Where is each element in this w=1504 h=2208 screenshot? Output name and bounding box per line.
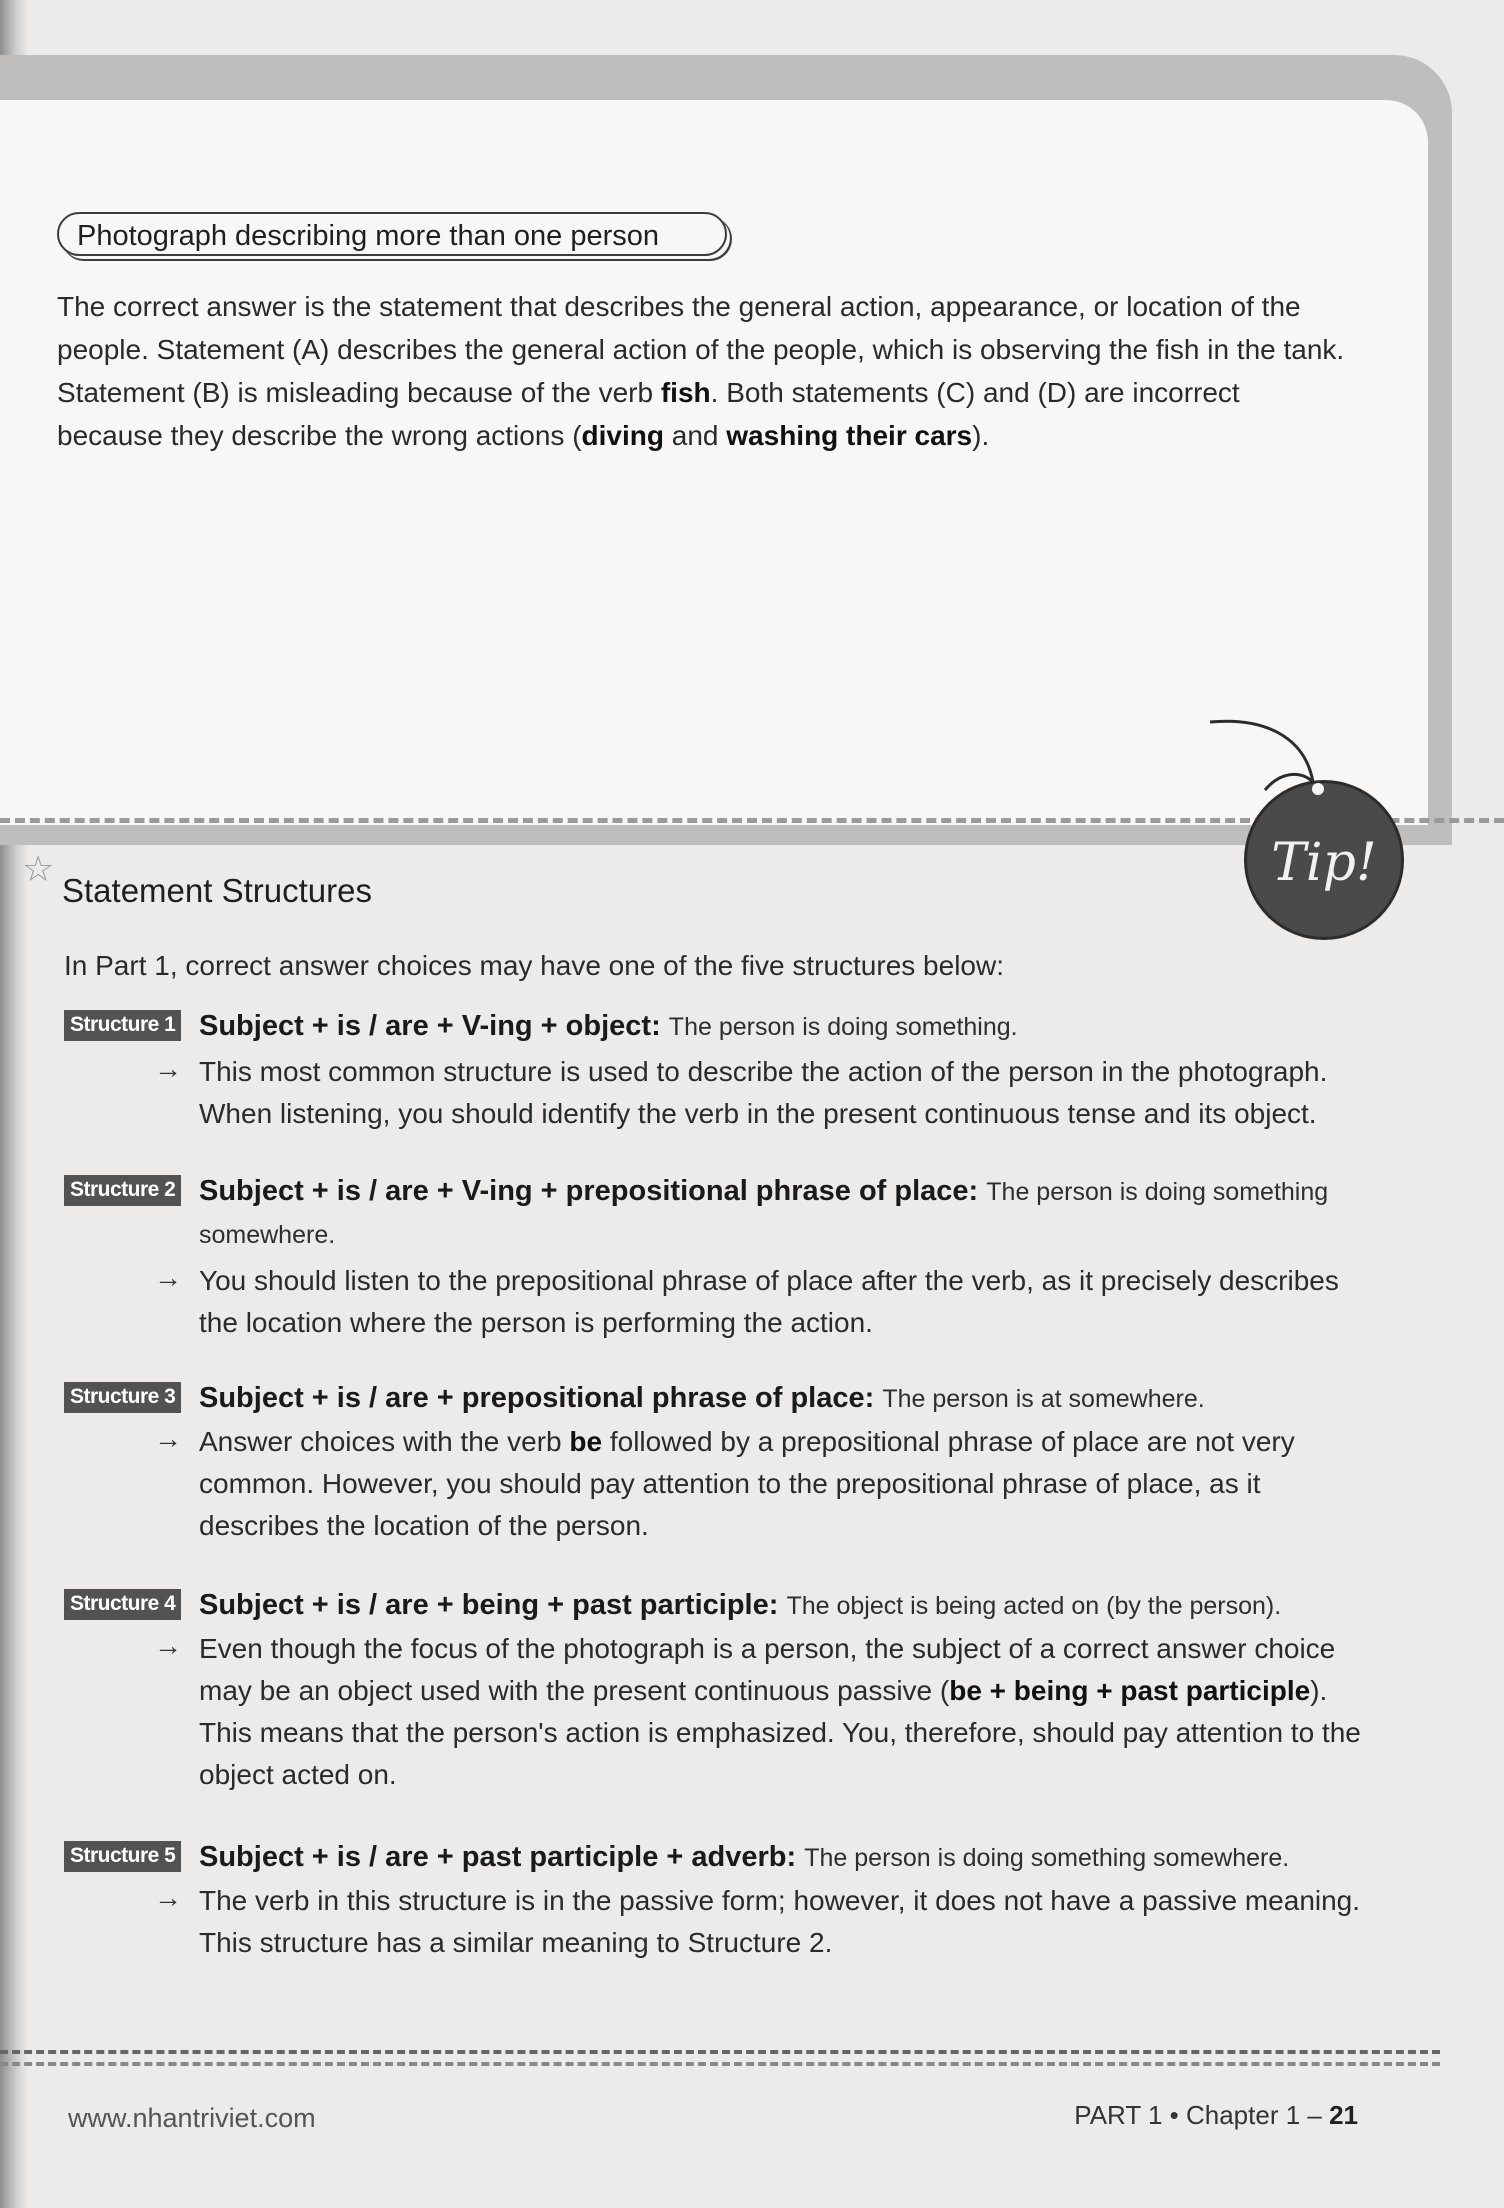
text-run: . Both statements (C) and (D) are incorrect because they describe the wrong actions ( <box>57 377 1240 451</box>
text-run: ). <box>972 420 990 451</box>
bold-term: diving <box>581 420 664 451</box>
structure-heading <box>199 1170 1369 1256</box>
tip-hole-icon <box>1312 783 1324 795</box>
structure-label: Structure 5 <box>64 1841 181 1872</box>
structure-meaning: The person is at somewhere. <box>882 1385 1205 1413</box>
structure-label: Structure 1 <box>64 1010 181 1041</box>
text-run: The correct answer is the statement that describes the general action, appearance, or location of the people. Statement (A) describes the general action of the people, which is observing the fish in the tank. Statement (B) is misleading because of the verb <box>57 291 1345 408</box>
structure-label: Structure 2 <box>64 1175 181 1206</box>
structure-formula: Subject + is / are + being + past participle: <box>199 1589 779 1621</box>
arrow-icon: → <box>154 1882 182 1913</box>
structure-meaning: The object is being acted on (by the person). <box>786 1592 1282 1620</box>
explanation-heading: Photograph describing more than one person <box>57 212 727 256</box>
text-run: You should listen to the prepositional phrase of place after the verb, as it precisely describes the location where the person is performing the action. <box>199 1265 1339 1338</box>
text-run: This most common structure is used to describe the action of the person in the photograph. When listening, you should identify the verb in the present continuous tense and its object. <box>199 1056 1328 1129</box>
structure-formula: Subject + is / are + V-ing + object: <box>199 1010 661 1042</box>
structure-description <box>199 1051 1369 1135</box>
structure-label: Structure 3 <box>64 1382 181 1413</box>
tip-string-icon <box>1205 712 1325 792</box>
star-icon: ☆ <box>22 848 55 889</box>
structure-label: Structure 4 <box>64 1589 181 1620</box>
structure-meaning: The person is doing something. <box>668 1013 1018 1041</box>
section-divider-bottom <box>0 2050 1440 2066</box>
arrow-icon: → <box>154 1423 182 1454</box>
arrow-icon: → <box>154 1262 182 1293</box>
text-run: and <box>663 420 727 451</box>
page-number: 21 <box>1329 2100 1358 2130</box>
bold-term: fish <box>660 377 711 408</box>
structure-description <box>199 1880 1369 1964</box>
text-run: ). This means that the person's action is emphasized. You, therefore, should pay attention to the object acted on. <box>199 1675 1361 1790</box>
bold-term: be + being + past participle <box>949 1675 1311 1706</box>
structure-description <box>199 1421 1369 1547</box>
explanation-paragraph <box>57 285 1352 457</box>
footer-page-label <box>1074 2100 1358 2131</box>
footer-url: www.nhantriviet.com <box>68 2103 316 2133</box>
text-run: The verb in this structure is in the passive form; however, it does not have a passive meaning. This structure has a similar meaning to Structure 2. <box>199 1885 1361 1958</box>
arrow-icon: → <box>154 1630 182 1661</box>
text-run: followed by a prepositional phrase of place are not very common. However, you should pay attention to the prepositional phrase of place, as it describes the location of the person. <box>199 1426 1295 1541</box>
arrow-icon: → <box>154 1053 182 1084</box>
structure-heading <box>199 1005 1369 1048</box>
text-run: Even though the focus of the photograph is a person, the subject of a correct answer choice may be an object used with the present continuous passive ( <box>199 1633 1336 1706</box>
footer-chapter: PART 1 • Chapter 1 – <box>1074 2100 1330 2130</box>
structure-formula: Subject + is / are + prepositional phrase of place: <box>199 1382 875 1414</box>
section-intro: In Part 1, correct answer choices may have one of the five structures below: <box>64 950 1004 981</box>
structure-heading <box>199 1836 1369 1879</box>
text-run: Answer choices with the verb <box>199 1426 570 1457</box>
bold-term: be <box>569 1426 603 1457</box>
structure-meaning: The person is doing something somewhere. <box>804 1844 1290 1872</box>
structure-heading <box>199 1584 1369 1627</box>
structure-description <box>199 1628 1369 1796</box>
bold-term: washing their cars <box>726 420 973 451</box>
structure-formula: Subject + is / are + past participle + adverb: <box>199 1841 797 1873</box>
structure-description <box>199 1260 1369 1344</box>
section-title: Statement Structures <box>62 872 372 909</box>
tip-badge: Tip! <box>1244 780 1404 940</box>
structure-meaning: The person is doing something somewhere. <box>199 1178 1329 1249</box>
structure-heading <box>199 1377 1369 1420</box>
structure-formula: Subject + is / are + V-ing + prepositional phrase of place: <box>199 1175 979 1207</box>
